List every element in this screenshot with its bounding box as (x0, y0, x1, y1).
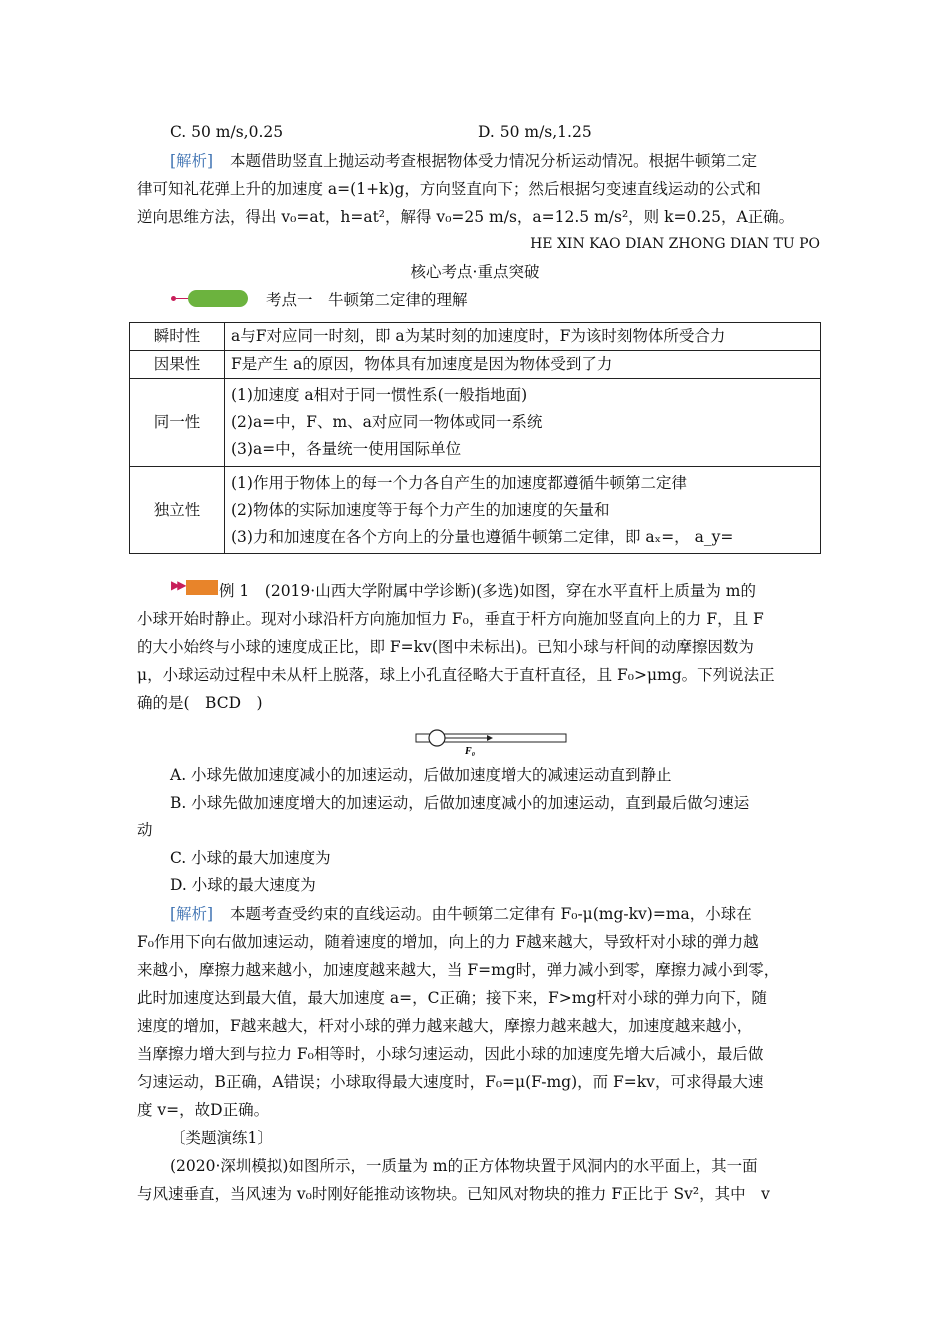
double-arrow-icon: ▶▶ (171, 578, 184, 592)
section-title: 核心考点·重点突破 (410, 263, 540, 281)
rod-ball-figure (415, 727, 570, 757)
analysis2-line: 来越小，摩擦力越来越小，加速度越来越大，当 F=mg时，弹力减小到零，摩擦力减小到零， (137, 961, 780, 979)
example-line: 的大小始终与小球的速度成正比，即 F=kv(图中未标出)。已知小球与杆间的动摩擦因数为 (137, 638, 754, 656)
option-c: C. 50 m/s,0.25 (170, 123, 284, 141)
table-row (130, 351, 821, 379)
option-b-cont: 动 (137, 821, 153, 839)
example-line: 小球开始时静止。现对小球沿杆方向施加恒力 F₀，垂直于杆方向施加竖直向上的力 F，且 F (137, 610, 764, 628)
analysis2-line: 速度的增加，F越来越大，杆对小球的弹力越来越大，摩擦力越来越大，加速度越来越小， (137, 1017, 753, 1035)
force-label: F₀ (465, 746, 476, 757)
table-cell: F是产生 a的原因，物体具有加速度是因为物体受到了力 (225, 351, 821, 379)
table-row (130, 323, 821, 351)
example-line: 例 1 (2019·山西大学附属中学诊断)(多选)如图，穿在水平直杆上质量为 m的 (219, 582, 756, 600)
kaodian-title: 考点一 牛顿第二定律的理解 (266, 291, 468, 309)
table-cell: (1)作用于物体上的每一个力各自产生的加速度都遵循牛顿第二定律 (2)物体的实际加速度等于每个力产生的加速度的矢量和 (3)力和加速度在各个方向上的分量也遵循牛顿第二定律，即 aₓ=， a_y= (225, 467, 821, 554)
bullet-line-icon (176, 298, 188, 299)
table-head: 瞬时性 (130, 323, 225, 351)
pinyin-header: HE XIN KAO DIAN ZHONG DIAN TU PO (530, 236, 820, 252)
practice-title: 〔类题演练1〕 (170, 1129, 273, 1147)
analysis2-line: 此时加速度达到最大值，最大加速度 a=，C正确；接下来，F>mg杆对小球的弹力向下，随 (137, 989, 767, 1007)
analysis-line (170, 150, 757, 172)
table-head: 同一性 (130, 379, 225, 467)
option-c2: C. 小球的最大加速度为 (170, 849, 331, 867)
analysis-text: 本题借助竖直上抛运动考查根据物体受力情况分析运动情况。根据牛顿第二定 (230, 152, 758, 170)
analysis2-line: 度 v=，故D正确。 (137, 1101, 270, 1119)
practice-line: 与风速垂直，当风速为 v₀时刚好能推动该物块。已知风对物块的推力 F正比于 Sv²，其中 v (137, 1185, 770, 1203)
table-row (130, 379, 821, 467)
kaodian-pill-icon (188, 290, 248, 307)
analysis-tag: [解析] (170, 905, 214, 923)
table-cell: a与F对应同一时刻，即 a为某时刻的加速度时，F为该时刻物体所受合力 (225, 323, 821, 351)
analysis2-line: 匀速运动，B正确，A错误；小球取得最大速度时，F₀=μ(F-mg)，而 F=kv，可求得最大速 (137, 1073, 764, 1091)
option-d: D. 50 m/s,1.25 (478, 123, 592, 141)
analysis-tag: [解析] (170, 152, 214, 170)
example-line: μ，小球运动过程中未从杆上脱落，球上小孔直径略大于直杆直径，且 F₀>μmg。下列说法正 (137, 666, 775, 684)
table-cell: (1)加速度 a相对于同一惯性系(一般指地面) (2)a=中，F、m、a对应同一物体或同一系统 (3)a=中，各量统一使用国际单位 (225, 379, 821, 467)
analysis-line: 逆向思维方法，得出 v₀=at，h=at²，解得 v₀=25 m/s，a=12.5 m/s²，则 k=0.25，A正确。 (137, 208, 795, 226)
table-head: 独立性 (130, 467, 225, 554)
option-d2: D. 小球的最大速度为 (170, 876, 316, 894)
example-tag-icon (186, 580, 218, 595)
analysis2-line: 当摩擦力增大到与拉力 F₀相等时，小球匀速运动，因此小球的加速度先增大后减小，最后做 (137, 1045, 764, 1063)
analysis2-line (170, 903, 752, 925)
analysis2-line: F₀作用下向右做加速运动，随着速度的增加，向上的力 F越来越大，导致杆对小球的弹力越 (137, 933, 759, 951)
concept-table (129, 322, 821, 554)
analysis-line: 律可知礼花弹上升的加速度 a=(1+k)g，方向竖直向下；然后根据匀变速直线运动的公式和 (137, 180, 761, 198)
practice-line: (2020·深圳模拟)如图所示，一质量为 m的正方体物块置于风洞内的水平面上，其一面 (170, 1157, 758, 1175)
analysis-text: 本题考查受约束的直线运动。由牛顿第二定律有 F₀-μ(mg-kv)=ma，小球在 (230, 905, 752, 923)
table-row (130, 467, 821, 554)
option-a: A. 小球先做加速度减小的加速运动，后做加速度增大的减速运动直到静止 (170, 766, 672, 784)
example-line: 确的是( BCD ) (137, 694, 263, 712)
table-head: 因果性 (130, 351, 225, 379)
option-b: B. 小球先做加速度增大的加速运动，后做加速度减小的加速运动，直到最后做匀速运 (170, 794, 750, 812)
